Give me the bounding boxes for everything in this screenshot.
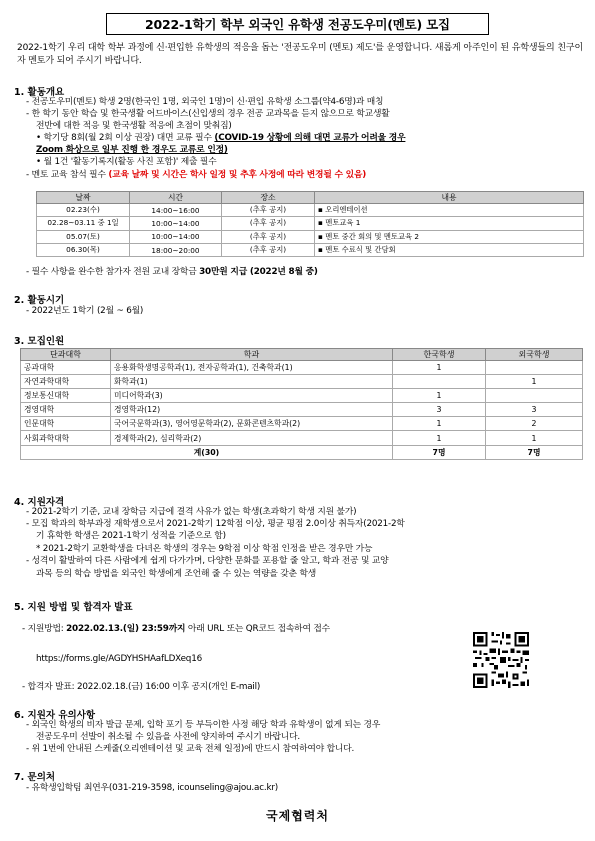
s1-line-4a: • 학기당 8회(월 2회 이상 권장) 대면 교류 필수 xyxy=(36,133,215,143)
recruit-cell xyxy=(486,361,583,375)
recruit-table xyxy=(20,348,583,460)
recruit-cell: 1 xyxy=(393,431,486,445)
table-row xyxy=(21,403,583,417)
s4-line-1: - 2021-2학기 기준, 교내 장학금 지급에 결격 사유가 없는 학생(초과학기 학생 지원 불가) xyxy=(26,507,357,517)
section-6-heading: 6. 지원자 유의사항 xyxy=(14,710,96,721)
s1-line-7 xyxy=(26,169,366,181)
s5-apply-deadline: 2022.02.13.(일) 23:59까지 xyxy=(66,624,186,634)
s4-line-2: - 모집 학과의 학부과정 재학생으로서 2021-2학기 12학점 이상, 평균 평점 2.0이상 취득자(2021-2학 xyxy=(26,519,405,529)
qr-code-icon[interactable] xyxy=(471,630,531,690)
section-1-heading: 1. 활동개요 xyxy=(14,87,65,98)
schedule-cell: 06.30(목) xyxy=(37,243,130,256)
recruit-cell: 경영학과(12) xyxy=(111,403,393,417)
schedule-table xyxy=(36,191,584,257)
section-5-heading: 5. 지원 방법 및 합격자 발표 xyxy=(14,602,133,613)
recruit-cell: 1 xyxy=(393,417,486,431)
s1-line-7b: (교육 날짜 및 시간은 학사 일정 및 추후 사정에 따라 변경될 수 있음) xyxy=(108,170,367,180)
recruit-cell: 경영대학 xyxy=(21,403,111,417)
table-row xyxy=(37,243,584,256)
table-row xyxy=(21,375,583,389)
recruit-cell: 미디어학과(3) xyxy=(111,389,393,403)
recruit-total-foreign: 7명 xyxy=(486,445,583,459)
schedule-cell: 18:00~20:00 xyxy=(130,243,222,256)
recruit-cell: 1 xyxy=(486,375,583,389)
schedule-cell: 02.23(수) xyxy=(37,204,130,217)
recruit-cell: 자연과학대학 xyxy=(21,375,111,389)
s6-line-3: - 위 1번에 안내된 스케줄(오리엔테이션 및 교육 전체 일정)에 반드시 참여하여야 합니다. xyxy=(26,744,355,754)
schedule-cell: 10:00~14:00 xyxy=(130,217,222,230)
recruit-total-korean: 7명 xyxy=(393,445,486,459)
recruit-cell: 3 xyxy=(486,403,583,417)
recruit-cell: 인문대학 xyxy=(21,417,111,431)
section-4-heading: 4. 지원자격 xyxy=(14,497,65,508)
table-total-row xyxy=(21,445,583,459)
recruit-header-college: 단과대학 xyxy=(21,349,111,361)
recruit-cell: 정보통신대학 xyxy=(21,389,111,403)
schedule-cell: (추후 공지) xyxy=(222,230,315,243)
schedule-cell: 02.28~03.11 중 1일 xyxy=(37,217,130,230)
schedule-cell: ▪ 멘토교육 1 xyxy=(315,217,584,230)
schedule-cell: (추후 공지) xyxy=(222,204,315,217)
s1-line-5: Zoom 화상으로 일부 진행 한 경우도 교류로 인정) xyxy=(36,145,228,155)
s6-line-2: 전공도우미 선발이 취소될 수 있음을 사전에 양지하여 주시기 바랍니다. xyxy=(36,732,301,742)
s4-line-6: 과목 등의 학습 방법을 외국인 학생에게 조언해 줄 수 있는 역량을 갖춘 학생 xyxy=(36,569,317,579)
s1-note-a: - 필수 사항을 완수한 참가자 전원 교내 장학금 xyxy=(26,267,200,277)
s5-apply-line xyxy=(22,623,330,635)
table-row xyxy=(37,204,584,217)
s1-note-b: 30만원 지급 (2022년 8월 중) xyxy=(199,267,318,277)
intro-paragraph: 2022-1학기 우리 대학 학부 과정에 신·편입한 유학생의 적응을 돕는 '전공도우미 (멘토) 제도'를 운영합니다. 새롭게 아주인이 된 유학생들의 친구이자 멘토가 되어 주시기 바랍니다. xyxy=(17,43,583,66)
recruit-cell: 경제학과(2), 심리학과(2) xyxy=(111,431,393,445)
table-row xyxy=(21,361,583,375)
s5-apply-c: 아래 URL 또는 QR코드 접속하여 접수 xyxy=(185,624,330,634)
s1-line-7a: - 멘토 교육 참석 필수 xyxy=(26,170,109,180)
s1-line-1: - 전공도우미(멘토) 학생 2명(한국인 1명, 외국인 1명)이 신·편입 유학생 소그룹(약4-6명)과 매칭 xyxy=(26,97,384,107)
schedule-header-time: 시간 xyxy=(130,192,222,204)
section-2-heading: 2. 활동시기 xyxy=(14,295,65,306)
recruit-cell: 응용화학생명공학과(1), 전자공학과(1), 건축학과(1) xyxy=(111,361,393,375)
s7-line-1: - 유학생입학팀 최연우(031-219-3598, icounseling@ajou.ac.kr) xyxy=(26,783,278,793)
table-row xyxy=(21,389,583,403)
table-row xyxy=(21,417,583,431)
recruit-cell: 국어국문학과(3), 영어영문학과(2), 문화콘텐츠학과(2) xyxy=(111,417,393,431)
s5-apply-a: - 지원방법: xyxy=(22,624,67,634)
s1-scholarship-note xyxy=(26,266,318,278)
s2-line-1: - 2022년도 1학기 (2월 ~ 6월) xyxy=(26,306,144,316)
issuer-name: 국제협력처 xyxy=(266,809,329,823)
s6-line-1: - 외국인 학생의 비자 발급 문제, 입학 포기 등 부득이한 사정 해당 학과 유학생이 없게 되는 경우 xyxy=(26,720,381,730)
recruit-header-dept: 학과 xyxy=(111,349,393,361)
schedule-cell: 14:00~16:00 xyxy=(130,204,222,217)
schedule-header-content: 내용 xyxy=(315,192,584,204)
recruit-header-korean: 한국학생 xyxy=(393,349,486,361)
s4-line-5: - 성격이 활발하여 다른 사람에게 쉽게 다가가며, 다양한 문화를 포용할 줄 알고, 학과 전공 및 교양 xyxy=(26,556,389,566)
recruit-cell xyxy=(393,375,486,389)
s1-line-4 xyxy=(36,132,405,144)
schedule-cell: 10:00~14:00 xyxy=(130,230,222,243)
schedule-header-date: 날짜 xyxy=(37,192,130,204)
application-url-link[interactable]: https://forms.gle/AGDYHSHAafLDXeq16 xyxy=(36,654,202,664)
section-7-heading: 7. 문의처 xyxy=(14,772,56,783)
section-3-heading: 3. 모집인원 xyxy=(14,336,65,347)
s4-line-3: 기 휴학한 학생은 2021-1학기 성적을 기준으로 함) xyxy=(36,531,226,541)
page-title: 2022-1학기 학부 외국인 유학생 전공도우미(멘토) 모집 xyxy=(106,13,489,35)
recruit-cell: 2 xyxy=(486,417,583,431)
recruit-header-foreign: 외국학생 xyxy=(486,349,583,361)
table-row xyxy=(37,217,584,230)
schedule-cell: ▪ 멘토 중간 회의 및 멘토교육 2 xyxy=(315,230,584,243)
recruit-cell: 1 xyxy=(393,389,486,403)
recruit-cell: 1 xyxy=(486,431,583,445)
recruit-total-label: 계(30) xyxy=(21,445,393,459)
s5-announce-line: - 합격자 발표: 2022.02.18.(금) 16:00 이후 공지(개인 E-mail) xyxy=(22,682,261,692)
schedule-header-place: 장소 xyxy=(222,192,315,204)
s4-line-4: * 2021-2학기 교환학생을 다녀온 학생의 경우는 9학점 이상 학점 인정을 받은 경우만 가능 xyxy=(36,544,373,554)
schedule-cell: (추후 공지) xyxy=(222,243,315,256)
recruit-cell: 공과대학 xyxy=(21,361,111,375)
recruit-cell: 3 xyxy=(393,403,486,417)
s1-line-6: • 월 1건 '활동기록지(활동 사진 포함)' 제출 필수 xyxy=(36,157,217,167)
table-row xyxy=(37,230,584,243)
schedule-cell: (추후 공지) xyxy=(222,217,315,230)
recruit-cell xyxy=(486,389,583,403)
schedule-cell: 05.07(토) xyxy=(37,230,130,243)
s1-line-2: - 한 학기 동안 학습 및 한국생활 어드바이스(신입생의 경우 전공 교과목을 듣지 않으므로 학교생활 xyxy=(26,109,390,119)
recruit-cell: 1 xyxy=(393,361,486,375)
s1-line-4b: (COVID-19 상황에 의해 대면 교류가 어려울 경우 xyxy=(214,133,406,143)
table-row xyxy=(21,431,583,445)
schedule-cell: ▪ 멘토 수료식 및 간담회 xyxy=(315,243,584,256)
recruit-cell: 사회과학대학 xyxy=(21,431,111,445)
recruit-cell: 화학과(1) xyxy=(111,375,393,389)
schedule-cell: ▪ 오리엔테이션 xyxy=(315,204,584,217)
s1-line-3: 전반에 대한 적응 및 한국생활 적응에 초점이 맞춰짐) xyxy=(36,121,232,131)
